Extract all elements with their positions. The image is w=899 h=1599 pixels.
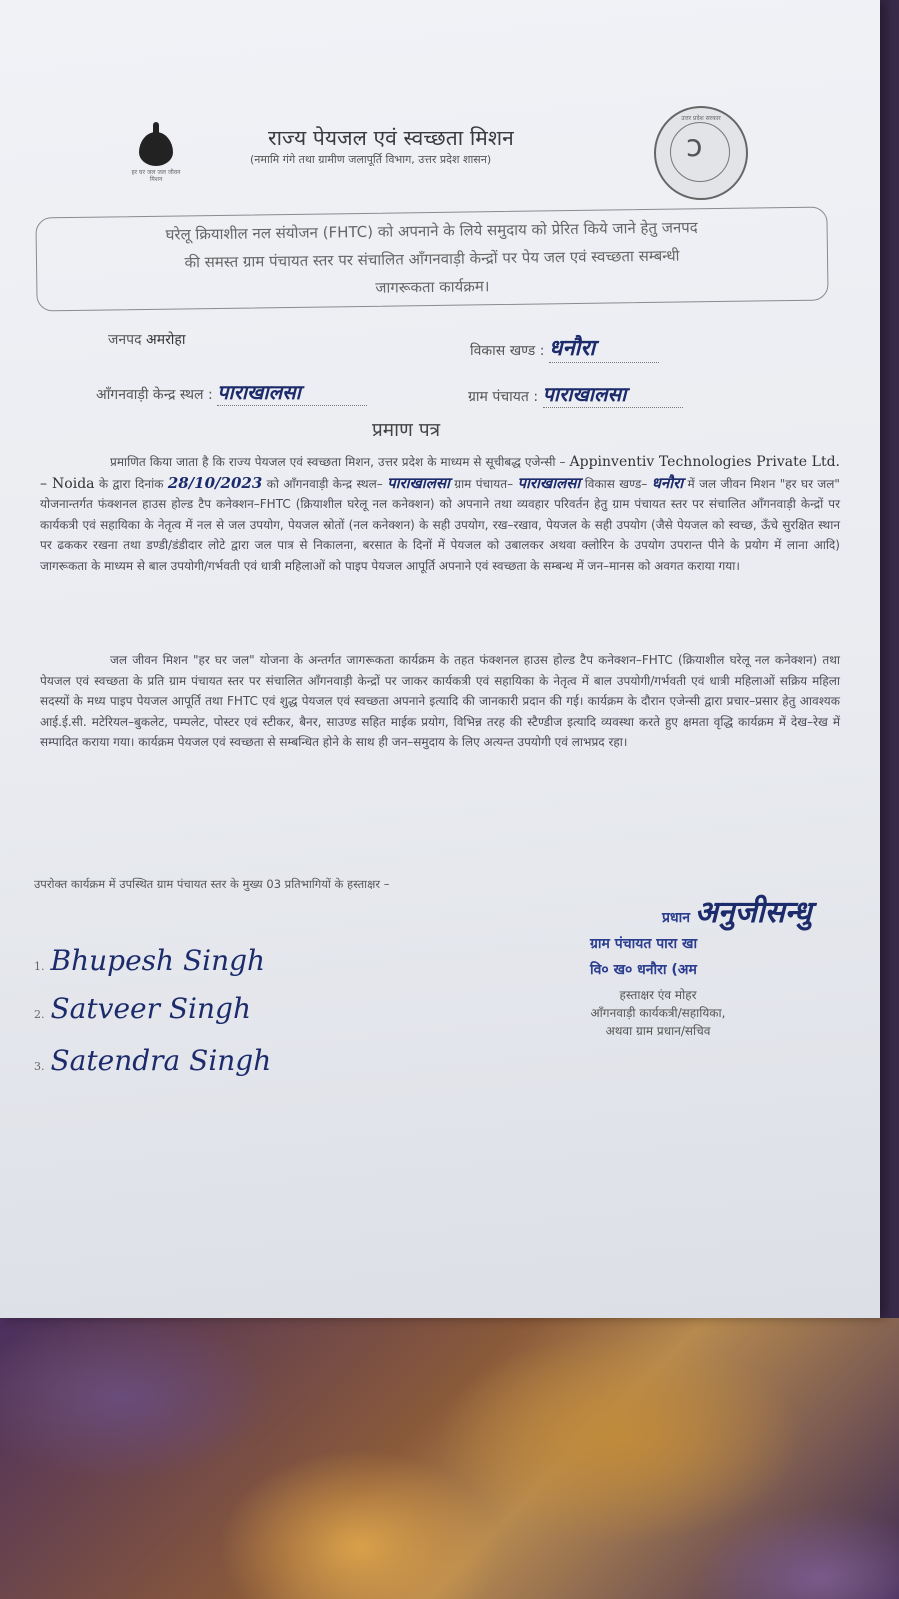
program-banner — [35, 206, 828, 311]
stamp-line-2: ग्राम पंचायत पारा खा — [590, 936, 698, 952]
participants-note: उपरोक्त कार्यक्रम में उपस्थित ग्राम पंचायत स्तर के मुख्य 03 प्रतिभागियों के हस्ताक्षर – — [34, 877, 390, 891]
pradhan-signature: अनुजीसन्धु — [694, 895, 812, 930]
anganwadi-value: पाराखालसा — [217, 378, 367, 406]
logo-tagline: हर घर जल जल जीवन मिशन — [131, 169, 181, 183]
event-block: धनौरा — [651, 473, 684, 492]
para1-body: में जल जीवन मिशन "हर घर जल" योजनान्तर्गत फंक्शनल हाउस होल्ड टैप कनेक्शन–FHTC (क्रियाशील घरेलू नल कनेक्शन) को अपनाने तथा व्यवहार परिवर्तन हेतु ग्राम पंचायत स्तर पर संचालित आँगनवाड़ी केन्द्रों पर कार्यकत्री एवं सहायिका के नेतृत्व में नल से जल उपयोग, पेयजल स्रोतों (नल कनेक्शन) के सही उपयोग, रख–रखाव, पेयजल के सही उपयोग (जैसे पेयजल को स्वच्छ, ऊँचे सुरक्षित स्थान पर ढककर रखना तथा डण्डी/डंडीदार लोटे द्वारा जल पात्र से निकालना, बरसात के दिनों में पेयजल को उबालकर अथवा क्लोरिन के उपयोग उपरान्त पीने के प्रयोग में लाना आदि) जागरूकता के माध्यम से बाल उपयोगी/गर्भवती एवं धात्री महिलाओं को पाइप पेयजल आपूर्ति अपनाने एवं स्वच्छता के सम्बन्ध में जन–मानस को अवगत कराया गया। — [40, 476, 840, 573]
signatory-block — [548, 986, 768, 1040]
stamp-line-1 — [590, 895, 812, 931]
signatory-line-2: आँगनवाड़ी कार्यकत्री/सहायिका, — [590, 1006, 726, 1020]
participant-number: 3. — [34, 1060, 45, 1073]
anganwadi-field — [96, 378, 367, 406]
banner-line-1: घरेलू क्रियाशील नल संयोजन (FHTC) को अपनाने के लिये समुदाय को प्रेरित किये जाने हेतु जनपद — [165, 218, 698, 244]
participant-name: Satveer Singh — [50, 992, 251, 1025]
agency-name: Appinventiv Technologies Private Ltd. – Noida — [40, 454, 840, 492]
para1-gp-label: ग्राम पंचायत– — [454, 476, 514, 491]
janpad-value: अमरोहा — [146, 332, 186, 348]
paragraph-2 — [40, 650, 840, 753]
anganwadi-label: आँगनवाड़ी केन्द्र स्थल : — [96, 387, 213, 403]
header-subtitle: (नमामि गंगे तथा ग्रामीण जलापूर्ति विभाग, उत्तर प्रदेश शासन) — [250, 153, 492, 166]
stamp-pradhan-label: प्रधान — [662, 910, 690, 926]
event-site: पाराखालसा — [387, 473, 450, 492]
para1-date-label: के द्वारा दिनांक — [98, 476, 164, 491]
participant-signature-2 — [34, 992, 251, 1025]
up-government-seal — [654, 106, 748, 200]
jal-jeevan-logo — [128, 132, 184, 183]
background-fabric — [0, 1318, 899, 1599]
participant-name: Bhupesh Singh — [50, 944, 266, 977]
banner-line-2: की समस्त ग्राम पंचायत स्तर पर संचालित आँगनवाड़ी केन्द्रों पर पेय जल एवं स्वच्छता सम्बन्धी — [184, 246, 680, 272]
vikas-khand-value: धनौरा — [549, 332, 659, 363]
para1-site-label: को आँगनवाड़ी केन्द्र स्थल– — [266, 476, 383, 491]
para2-text: जल जीवन मिशन "हर घर जल" योजना के अन्तर्गत जागरूकता कार्यक्रम के तहत फंक्शनल हाउस होल्ड टैप कनेक्शन–FHTC (क्रियाशील घरेलू नल कनेक्शन) तथा पेयजल एवं स्वच्छता के प्रति ग्राम पंचायत स्तर पर संचालित आँगनवाड़ी केन्द्रों पर जाकर कार्यकत्री एवं सहायिका के नेतृत्व में बाल उपयोगी/गर्भवती एवं धात्री महिलाओं सक्रिय महिला सदस्यों के मध्य पाइप पेयजल आपूर्ति तथा FHTC एवं शुद्ध पेयजल एवं स्वच्छता अपनाने इत्यादि की जानकारी प्रदान की गई। कार्यक्रम के दौरान एजेन्सी द्वारा प्रचार–प्रसार हेतु आवश्यक आई.ई.सी. मटेरियल–बुकलेट, पम्पलेट, पोस्टर एवं स्टीकर, बैनर, साउण्ड सहित माईक प्रयोग, विभिन्न तरह की स्टैण्डीज इत्यादि व्यवस्था करते हुए क्षमता वृद्धि कार्यक्रम में देख–रेख में सम्पादित कराया गया। कार्यक्रम पेयजल एवं स्वच्छता से सम्बन्धित होने के साथ ही जन–समुदाय के लिए अत्यन्त उपयोगी एवं लाभप्रद रहा। — [40, 653, 840, 749]
vikas-khand-label: विकास खण्ड : — [470, 343, 545, 359]
paragraph-1 — [40, 452, 840, 576]
participant-signature-1 — [34, 944, 265, 977]
participant-number: 1. — [34, 960, 45, 973]
banner-line-3: जागरूकता कार्यक्रम। — [375, 277, 490, 297]
participant-signature-3 — [34, 1044, 271, 1077]
janpad-label: जनपद — [108, 332, 142, 348]
event-date: 28/10/2023 — [167, 473, 263, 492]
para1-intro: प्रमाणित किया जाता है कि राज्य पेयजल एवं स्वच्छता मिशन, उत्तर प्रदेश के माध्यम से सूचीबद्ध एजेन्सी – — [110, 455, 566, 469]
participant-number: 2. — [34, 1008, 45, 1021]
emblem-icon: ↄ — [686, 129, 703, 164]
vikas-khand-field — [470, 332, 659, 363]
seal-text: उत्तर प्रदेश सरकार — [681, 115, 721, 122]
janpad-field — [108, 330, 185, 349]
header-title: राज्य पेयजल एवं स्वच्छता मिशन — [268, 126, 514, 150]
pradhan-stamp — [590, 895, 812, 983]
water-drop-icon — [139, 132, 173, 166]
participant-name: Satendra Singh — [50, 1044, 272, 1077]
para1-block-label: विकास खण्ड– — [584, 476, 648, 491]
event-gram-panchayat: पाराखालसा — [517, 473, 581, 492]
signatory-line-1: हस्ताक्षर एंव मोहर — [619, 988, 697, 1002]
gram-panchayat-label: ग्राम पंचायत : — [468, 389, 539, 405]
signatory-line-3: अथवा ग्राम प्रधान/सचिव — [605, 1024, 711, 1038]
gram-panchayat-field — [468, 380, 683, 408]
stamp-line-3: वि० ख० धनौरा (अम — [590, 962, 697, 978]
certificate-title: प्रमाण पत्र — [372, 419, 441, 441]
gram-panchayat-value: पाराखालसा — [543, 380, 683, 408]
